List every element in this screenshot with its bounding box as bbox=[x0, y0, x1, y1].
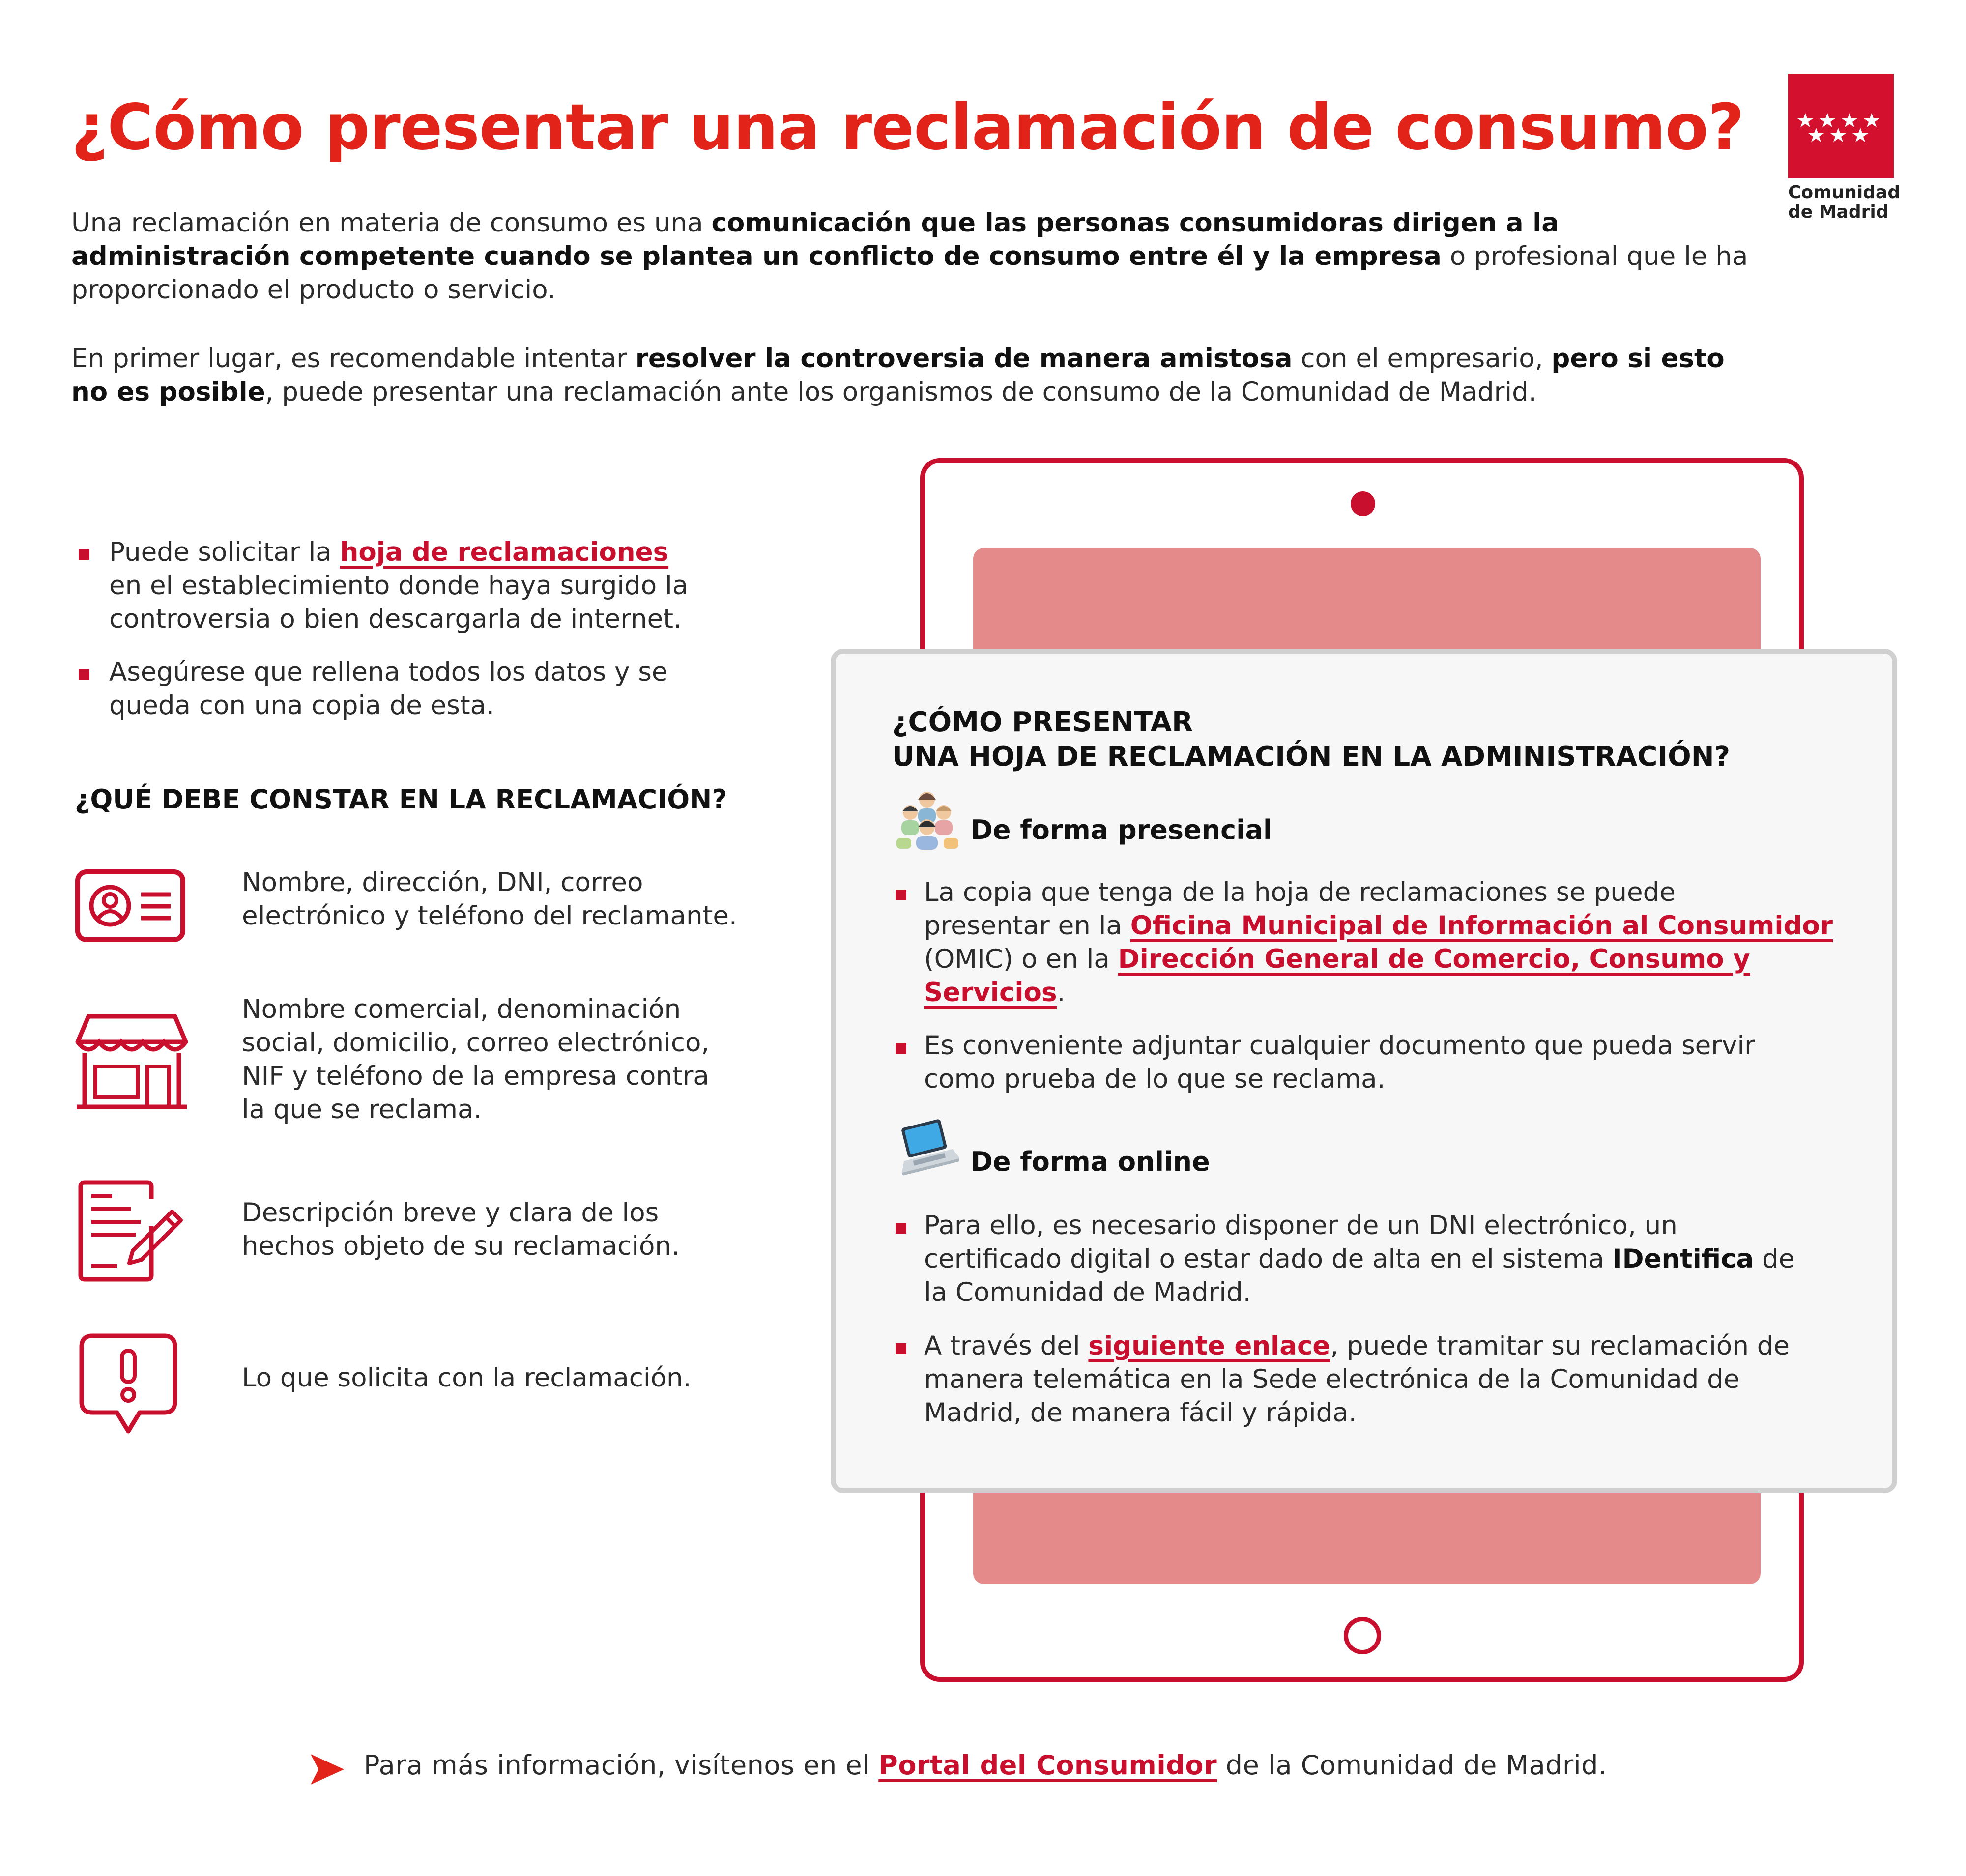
online-item-1 bbox=[924, 1209, 1858, 1309]
page-title: ¿Cómo presentar una reclamación de consumo? bbox=[71, 91, 1744, 164]
intro-text: , puede presentar una reclamación ante los organismos de consumo de la Comunidad de Madrid. bbox=[265, 377, 1537, 407]
card-heading bbox=[892, 705, 1730, 774]
omic-link[interactable]: Oficina Municipal de Información al Consumidor bbox=[1130, 911, 1833, 941]
item-text: certificado digital o estar dado de alta en el sistema bbox=[924, 1244, 1613, 1274]
document-edit-icon bbox=[78, 1180, 186, 1283]
item-text: Madrid, de manera fácil y rápida. bbox=[924, 1398, 1357, 1428]
item-text: A través del bbox=[924, 1331, 1089, 1361]
siguiente-enlace-link[interactable]: siguiente enlace bbox=[1088, 1331, 1330, 1361]
bullet-text: queda con una copia de esta. bbox=[109, 691, 495, 721]
requirement-descripcion bbox=[242, 1196, 768, 1263]
bullet-marker bbox=[79, 669, 89, 680]
item-text: como prueba de lo que se reclama. bbox=[924, 1064, 1386, 1094]
presencial-heading: De forma presencial bbox=[971, 814, 1272, 845]
item-text: Para ello, es necesario disponer de un DNI electrónico, un bbox=[924, 1211, 1677, 1241]
footer-text-part: Para más información, visítenos en el bbox=[364, 1750, 879, 1781]
intro-bold: resolver la controversia de manera amistosa bbox=[635, 344, 1293, 374]
item-text: . bbox=[1057, 978, 1066, 1008]
intro-text: En primer lugar, es recomendable intentar bbox=[71, 344, 636, 374]
bullet-rellenar-datos bbox=[109, 656, 797, 722]
requirement-text: Nombre comercial, denominación bbox=[242, 994, 681, 1024]
requirement-text: electrónico y teléfono del reclamante. bbox=[242, 901, 737, 931]
item-text: la Comunidad de Madrid. bbox=[924, 1277, 1251, 1307]
alert-bubble-icon bbox=[79, 1333, 178, 1436]
logo-text bbox=[1788, 183, 1900, 222]
requirement-text: la que se reclama. bbox=[242, 1095, 482, 1125]
id-card-icon bbox=[75, 869, 186, 943]
hoja-reclamaciones-link[interactable]: hoja de reclamaciones bbox=[340, 537, 669, 567]
stars-icon bbox=[1788, 74, 1894, 178]
intro-text: Una reclamación en materia de consumo es una bbox=[71, 208, 712, 238]
bullet-marker bbox=[79, 549, 89, 560]
intro-text: con el empresario, bbox=[1292, 344, 1552, 374]
intro-bold: no es posible bbox=[71, 377, 265, 407]
item-text: , puede tramitar su reclamación de bbox=[1330, 1331, 1790, 1361]
logo-line-1: Comunidad bbox=[1788, 182, 1901, 202]
card-heading-line-1: ¿CÓMO PRESENTAR bbox=[892, 706, 1193, 738]
section-heading-que-debe-constar: ¿QUÉ DEBE CONSTAR EN LA RECLAMACIÓN? bbox=[75, 784, 727, 815]
laptop-icon bbox=[896, 1116, 959, 1180]
bullet-text: Puede solicitar la bbox=[109, 537, 340, 567]
online-item-2 bbox=[924, 1329, 1858, 1430]
logo-line-2: de Madrid bbox=[1788, 202, 1889, 222]
intro-text: o profesional que le ha bbox=[1441, 241, 1748, 271]
requirement-reclamante bbox=[242, 866, 768, 933]
requirement-text: Nombre, dirección, DNI, correo bbox=[242, 867, 643, 897]
bullet-marker bbox=[896, 1343, 906, 1354]
store-icon bbox=[74, 1012, 190, 1111]
requirement-text: hechos objeto de su reclamación. bbox=[242, 1231, 680, 1261]
comunidad-madrid-logo bbox=[1788, 74, 1894, 178]
presencial-item-2 bbox=[924, 1029, 1858, 1096]
requirement-text: NIF y teléfono de la empresa contra bbox=[242, 1061, 709, 1091]
requirement-text: Lo que solicita con la reclamación. bbox=[242, 1363, 692, 1393]
direccion-general-link-cont[interactable]: Servicios bbox=[924, 978, 1057, 1008]
card-heading-line-2: UNA HOJA DE RECLAMACIÓN EN LA ADMINISTRACIÓN? bbox=[892, 741, 1731, 773]
intro-paragraph-1 bbox=[71, 206, 1757, 307]
tablet-home-button bbox=[1344, 1617, 1381, 1654]
portal-consumidor-link[interactable]: Portal del Consumidor bbox=[878, 1750, 1217, 1781]
direccion-general-link[interactable]: Dirección General de Comercio, Consumo y bbox=[1118, 944, 1750, 974]
bullet-hoja-reclamaciones bbox=[109, 536, 797, 636]
requirement-text: Descripción breve y clara de los bbox=[242, 1198, 659, 1228]
item-text: Es conveniente adjuntar cualquier documento que pueda servir bbox=[924, 1031, 1755, 1061]
requirement-empresa bbox=[242, 993, 768, 1126]
bullet-text: Asegúrese que rellena todos los datos y se bbox=[109, 657, 668, 687]
intro-bold: pero si esto bbox=[1551, 344, 1725, 374]
intro-bold: comunicación que las personas consumidoras dirigen a la bbox=[711, 208, 1560, 238]
footer-text-part: de la Comunidad de Madrid. bbox=[1217, 1750, 1607, 1781]
identifica-bold: IDentifica bbox=[1612, 1244, 1754, 1274]
online-heading: De forma online bbox=[971, 1146, 1210, 1177]
arrow-right-icon bbox=[309, 1752, 346, 1787]
item-text: (OMIC) o en la bbox=[924, 944, 1118, 974]
intro-bold: administración competente cuando se plantea un conflicto de consumo entre él y la empresa bbox=[71, 241, 1442, 271]
item-text: presentar en la bbox=[924, 911, 1130, 941]
footer-text bbox=[364, 1750, 1607, 1781]
item-text: manera telemática en la Sede electrónica de la Comunidad de bbox=[924, 1364, 1740, 1394]
bullet-marker bbox=[896, 1223, 906, 1234]
bullet-marker bbox=[896, 890, 906, 900]
intro-paragraph-2 bbox=[71, 342, 1757, 409]
bullet-text: en el establecimiento donde haya surgido la bbox=[109, 571, 689, 601]
bullet-marker bbox=[896, 1043, 906, 1054]
item-text: de bbox=[1754, 1244, 1795, 1274]
requirement-text: social, domicilio, correo electrónico, bbox=[242, 1028, 710, 1058]
tablet-camera bbox=[1351, 491, 1375, 516]
requirement-solicitud bbox=[242, 1361, 768, 1395]
bullet-text: controversia o bien descargarla de internet. bbox=[109, 604, 682, 634]
presencial-item-1 bbox=[924, 876, 1858, 1010]
intro-text: proporcionado el producto o servicio. bbox=[71, 275, 556, 305]
people-group-icon bbox=[895, 789, 961, 850]
item-text: La copia que tenga de la hoja de reclamaciones se puede bbox=[924, 877, 1676, 907]
